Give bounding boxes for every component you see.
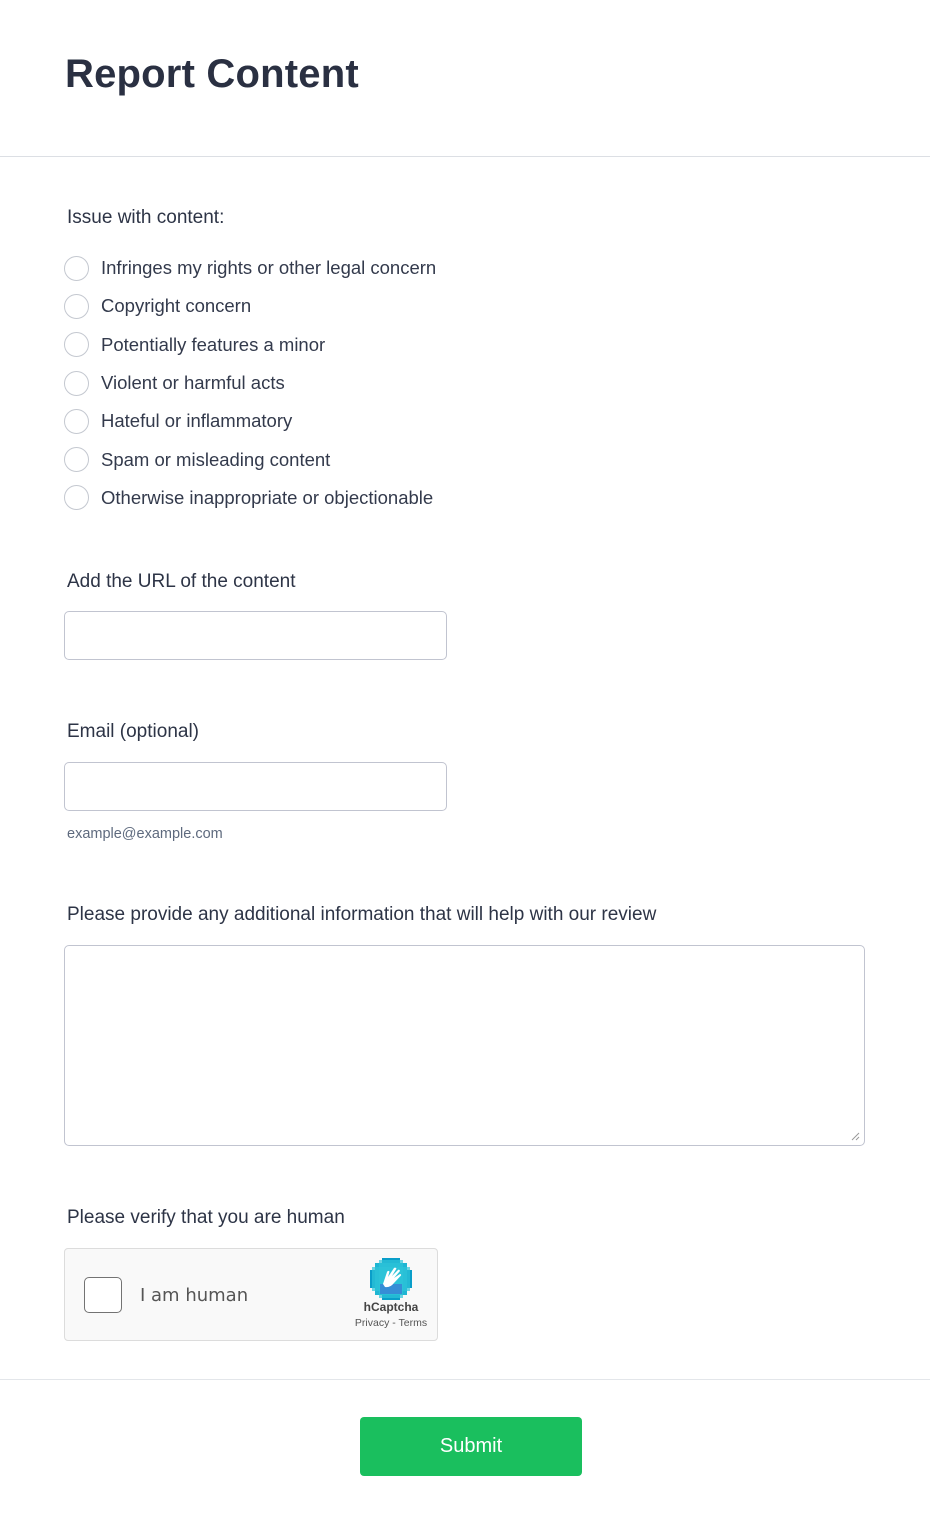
radio-label: Violent or harmful acts (101, 372, 285, 394)
radio-option-violent[interactable] (64, 364, 436, 402)
radio-label: Otherwise inappropriate or objectionable (101, 486, 434, 508)
captcha-privacy-terms-links[interactable]: Privacy - Terms (354, 1317, 428, 1329)
captcha-checkbox[interactable] (84, 1277, 122, 1313)
radio-option-legal[interactable] (64, 249, 436, 287)
hcaptcha-logo-icon (370, 1258, 412, 1300)
hcaptcha-widget (64, 1248, 438, 1341)
details-label: Please provide any additional information that will help with our review (67, 904, 657, 925)
radio-label: Hateful or inflammatory (101, 410, 293, 432)
radio-label: Potentially features a minor (101, 333, 326, 355)
radio-button[interactable] (64, 294, 89, 319)
captcha-label: Please verify that you are human (67, 1207, 345, 1228)
radio-button[interactable] (64, 485, 89, 510)
radio-button[interactable] (64, 409, 89, 434)
radio-option-minor[interactable] (64, 326, 436, 364)
submit-button[interactable]: Submit (360, 1417, 582, 1476)
email-label: Email (optional) (67, 721, 199, 742)
radio-button[interactable] (64, 447, 89, 472)
radio-button[interactable] (64, 332, 89, 357)
radio-button[interactable] (64, 371, 89, 396)
email-hint: example@example.com (67, 826, 223, 842)
radio-option-hateful[interactable] (64, 402, 436, 440)
url-label: Add the URL of the content (67, 571, 296, 592)
radio-button[interactable] (64, 256, 89, 281)
page-header (0, 0, 930, 157)
radio-option-copyright[interactable] (64, 287, 436, 325)
issue-radio-group (64, 249, 436, 517)
email-input[interactable] (64, 762, 447, 811)
captcha-checkbox-label: I am human (140, 1285, 249, 1306)
radio-label: Copyright concern (101, 295, 252, 317)
resize-handle-icon[interactable] (850, 1131, 860, 1141)
page-title: Report Content (65, 52, 359, 96)
footer-divider (0, 1379, 930, 1380)
radio-option-spam[interactable] (64, 440, 436, 478)
radio-option-inappropriate[interactable] (64, 479, 436, 517)
radio-label: Spam or misleading content (101, 448, 331, 470)
hcaptcha-brand: hCaptcha (363, 1300, 419, 1314)
radio-label: Infringes my rights or other legal concern (101, 257, 437, 279)
details-textarea[interactable] (64, 945, 865, 1146)
issue-label: Issue with content: (67, 207, 225, 228)
url-input[interactable] (64, 611, 447, 660)
